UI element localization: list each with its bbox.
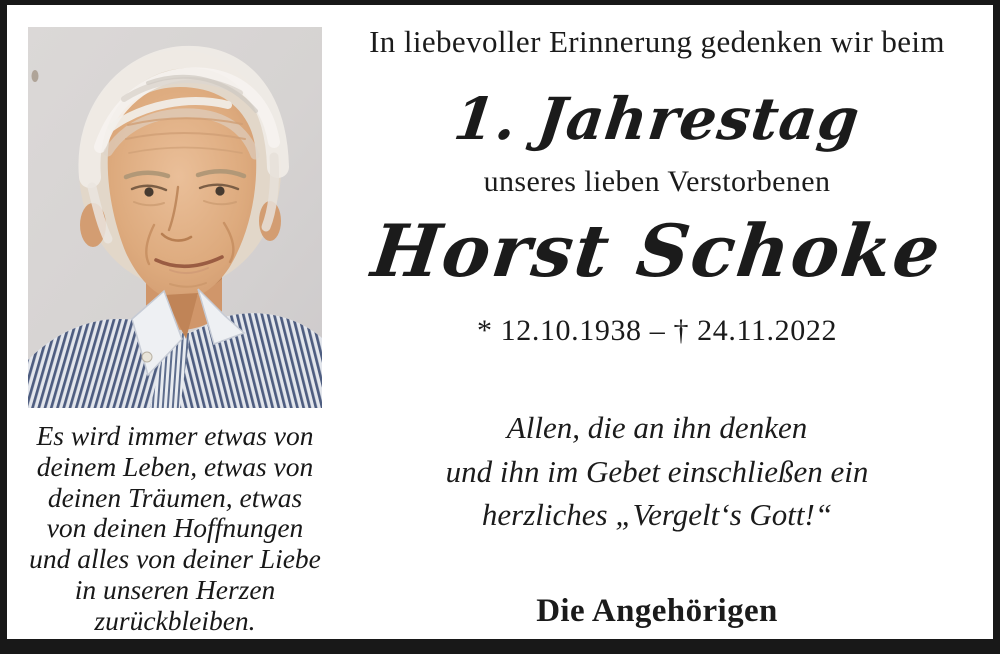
wall-nail-mark: [32, 70, 39, 82]
anniversary-title: 1. Jahrestag: [450, 85, 864, 153]
prayer-line: Allen, die an ihn denken: [506, 410, 808, 445]
portrait-photo: [28, 27, 322, 408]
portrait-photo-svg: [28, 27, 322, 408]
poem-line: deinem Leben, etwas von: [36, 450, 314, 482]
notice-text-column: [343, 5, 971, 639]
prayer-line: und ihn im Gebet einschließen ein: [445, 453, 869, 489]
prayer-text: [343, 406, 971, 537]
signature-line: Die Angehörigen: [536, 593, 778, 629]
deceased-name: Horst Schoke: [367, 208, 947, 293]
poem-line: deinen Träumen, etwas: [47, 481, 303, 513]
poem-line: zurückbleiben.: [94, 604, 256, 636]
birth-death-dates: * 12.10.1938 – † 24.11.2022: [476, 314, 838, 347]
intro-line: In liebevoller Erinnerung gedenken wir beim: [369, 24, 945, 59]
memorial-poem: [11, 421, 339, 637]
poem-line: Es wird immer etwas von: [36, 420, 314, 451]
poem-line: und alles von deiner Liebe: [29, 543, 321, 575]
subtitle-line: unseres lieben Verstorbenen: [483, 165, 831, 198]
poem-line: in unseren Herzen: [74, 573, 276, 605]
prayer-line: herzliches „Vergelt‘s Gott!“: [481, 497, 833, 532]
notice-paper: [7, 5, 993, 639]
shirt-button: [142, 352, 152, 362]
poem-line: von deinen Hoffnungen: [46, 512, 304, 544]
